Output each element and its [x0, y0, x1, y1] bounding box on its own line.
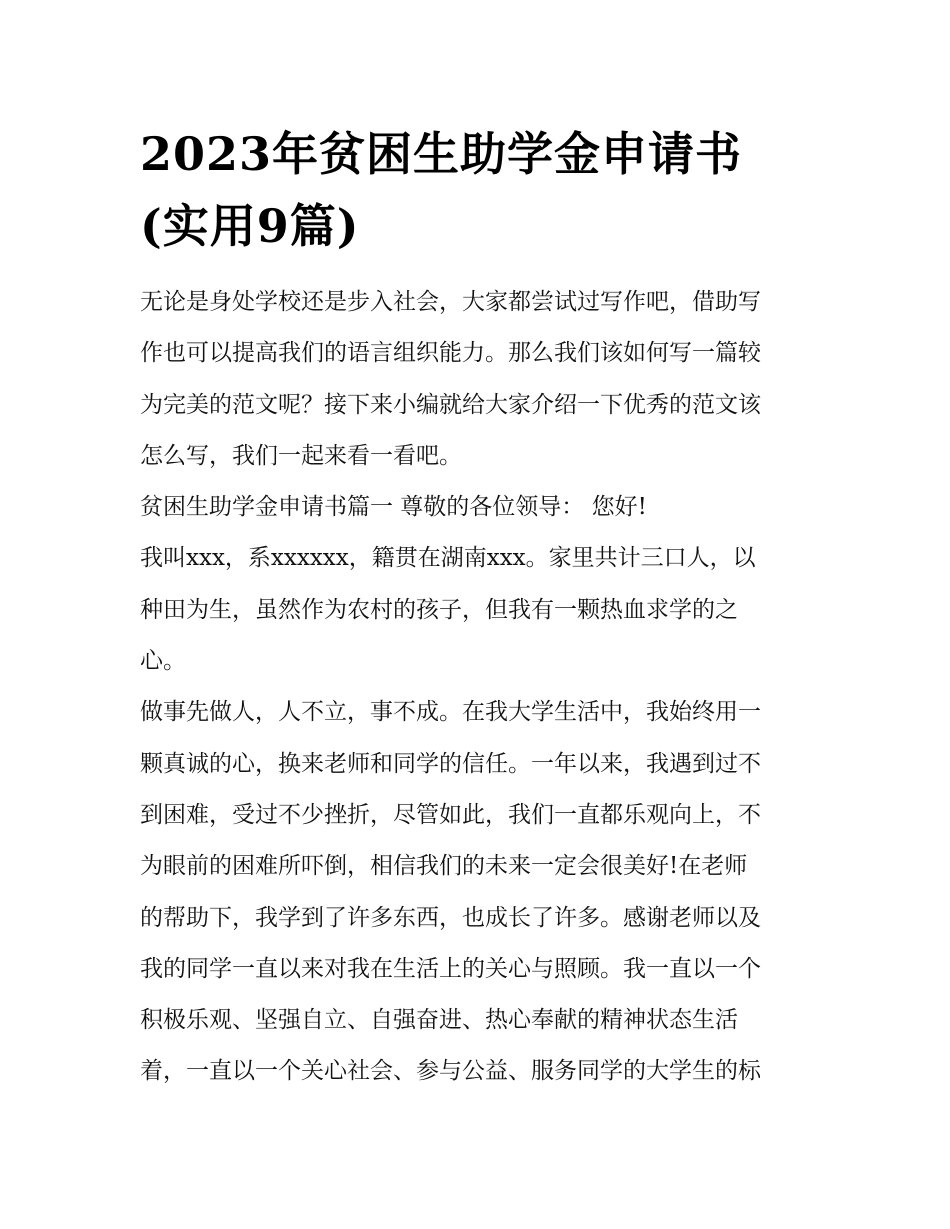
body-line: 我的同学一直以来对我在生活上的关心与照顾。我一直以一个: [140, 955, 761, 982]
body-line: 无论是身处学校还是步入社会，大家都尝试过写作吧，借助写: [140, 289, 761, 315]
body-line: 种田为生，虽然作为农村的孩子，但我有一颗热血求学的之: [140, 596, 738, 623]
body-line: 为完美的范文呢？接下来小编就给大家介绍一下优秀的范文该: [140, 391, 761, 418]
document-title: [140, 118, 820, 262]
body-line: 颗真诚的心，换来老师和同学的信任。一年以来，我遇到过不: [140, 750, 761, 777]
body-line: 作也可以提高我们的语言组织能力。那么我们该如何写一篇较: [140, 340, 761, 367]
title-line-2: (实用9篇): [140, 199, 360, 253]
body-line: 我叫xxx，系xxxxxx，籍贯在湖南xxx。家里共计三口人，以: [140, 545, 756, 572]
body-line: 贫困生助学金申请书篇一 尊敬的各位领导： 您好!: [140, 494, 647, 521]
body-line: 的帮助下，我学到了许多东西，也成长了许多。感谢老师以及: [140, 904, 761, 931]
document-body: [140, 280, 820, 1101]
body-line: 到困难，受过不少挫折，尽管如此，我们一直都乐观向上，不: [140, 801, 761, 828]
body-line: 做事先做人，人不立，事不成。在我大学生活中，我始终用一: [140, 699, 761, 726]
title-line-1: 2023年贫困生助学金申请书: [140, 127, 743, 181]
body-line: 心。: [140, 648, 186, 675]
body-line: 为眼前的困难所吓倒，相信我们的未来一定会很美好!在老师: [140, 853, 748, 880]
body-line: 着，一直以一个关心社会、参与公益、服务同学的大学生的标: [140, 1058, 761, 1085]
body-line: 积极乐观、坚强自立、自强奋进、热心奉献的精神状态生活: [140, 1007, 738, 1034]
body-line: 怎么写，我们一起来看一看吧。: [140, 442, 462, 469]
